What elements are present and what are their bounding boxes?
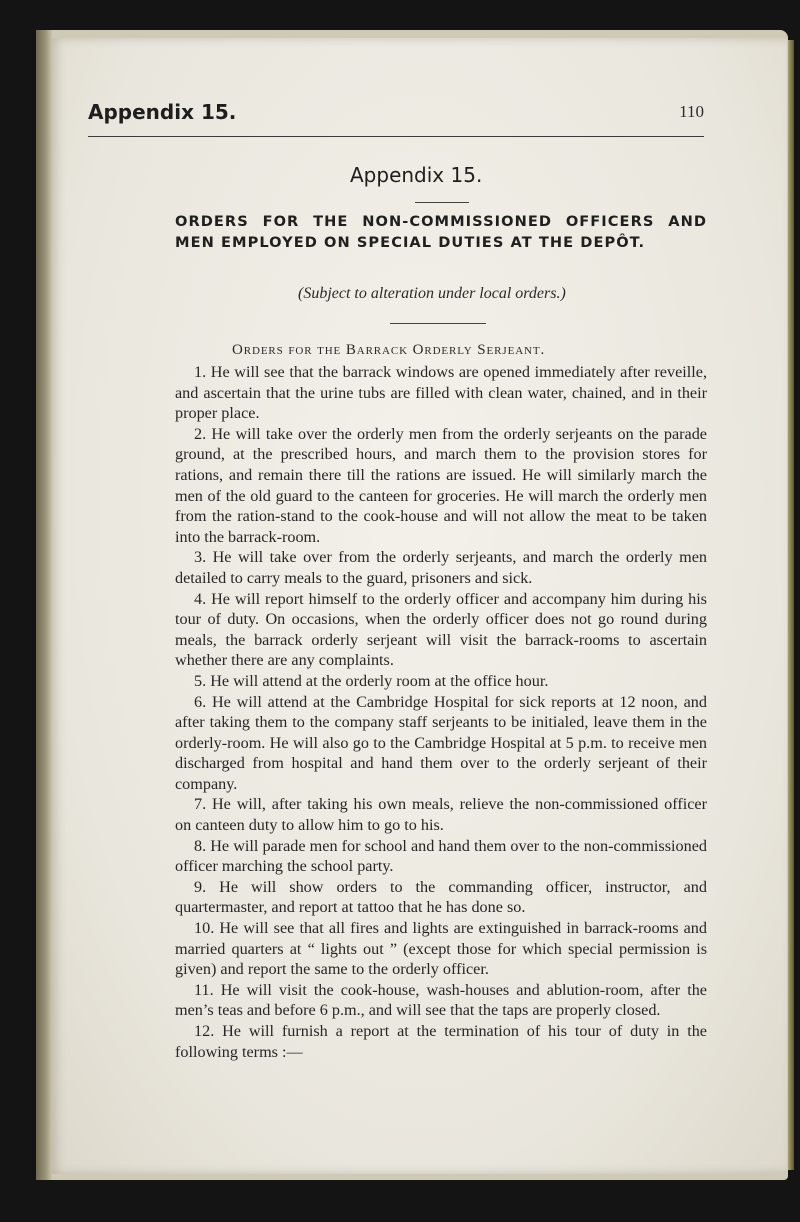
- section-rule: [390, 323, 486, 324]
- paragraph: 1. He will see that the barrack windows are opened immediately after reveille, and ascertain that the urine tubs are filled with clean water, chained, and in their proper place.: [175, 363, 707, 423]
- paragraph: 6. He will attend at the Cambridge Hospital for sick reports at 12 noon, and after taking them to the company staff serjeants to be initialed, leave them in the orderly-room. He will also go to the Cambridge Hospital at 5 p.m. to receive men discharged from hospital and hand them over to the orderly serjeant of their company.: [175, 692, 707, 793]
- paragraph: 9. He will show orders to the commanding officer, instructor, and quartermaster, and report at tattoo that he has done so.: [175, 877, 707, 917]
- paragraph: 10. He will see that all fires and lights are extinguished in barrack-rooms and married quarters at “ lights out ” (except those for which special permission is given) and report the same to the orderly officer.: [175, 919, 707, 979]
- section-heading-text: Orders for the Barrack Orderly Serjeant.: [232, 342, 546, 358]
- paragraph: 7. He will, after taking his own meals, relieve the non-commissioned officer on canteen duty to allow him to go to his.: [175, 795, 707, 835]
- appendix-title: Appendix 15.: [350, 163, 483, 187]
- section-heading: [232, 342, 545, 359]
- paragraph: 11. He will visit the cook-house, wash-houses and ablution-room, after the men’s teas and before 6 p.m., and will see that the taps are properly closed.: [175, 980, 707, 1020]
- running-head: [88, 96, 704, 137]
- page-number: 110: [679, 102, 704, 121]
- paragraph: 3. He will take over from the orderly serjeants, and march the orderly men detailed to carry meals to the guard, prisoners and sick.: [175, 548, 707, 587]
- paragraph: 4. He will report himself to the orderly officer and accompany him during his tour of duty. On occasions, when the orderly officer does not go round during meals, the barrack orderly serjeant will visit the barrack-rooms to ascertain whether there are any complaints.: [175, 589, 707, 670]
- paragraph: 8. He will parade men for school and hand them over to the non-commissioned officer marching the school party.: [175, 836, 707, 876]
- orders-paragraphs: [175, 362, 707, 1062]
- paragraph: 5. He will attend at the orderly room at the office hour.: [194, 671, 549, 690]
- paragraph: 2. He will take over the orderly men from the orderly serjeants on the parade ground, at the prescribed hours, and march them to the provision stores for rations, and remain there till the rations are issued. He will similarly march the men of the old guard to the canteen for groceries. He will march the orderly men from the ration-stand to the cook-house and will not allow the meat to be taken into the barrack-room.: [175, 424, 707, 546]
- binding-gutter: [36, 30, 52, 1180]
- title-rule: [415, 202, 469, 203]
- paragraph: 12. He will furnish a report at the termination of his tour of duty in the following terms :—: [175, 1022, 707, 1061]
- subtitle: (Subject to alteration under local orders.): [298, 285, 566, 302]
- running-head-title: Appendix 15.: [88, 100, 237, 124]
- orders-title: ORDERS FOR THE NON-COMMISSIONED OFFICERS AND MEN EMPLOYED ON SPECIAL DUTIES AT THE DEPÔT.: [175, 213, 707, 251]
